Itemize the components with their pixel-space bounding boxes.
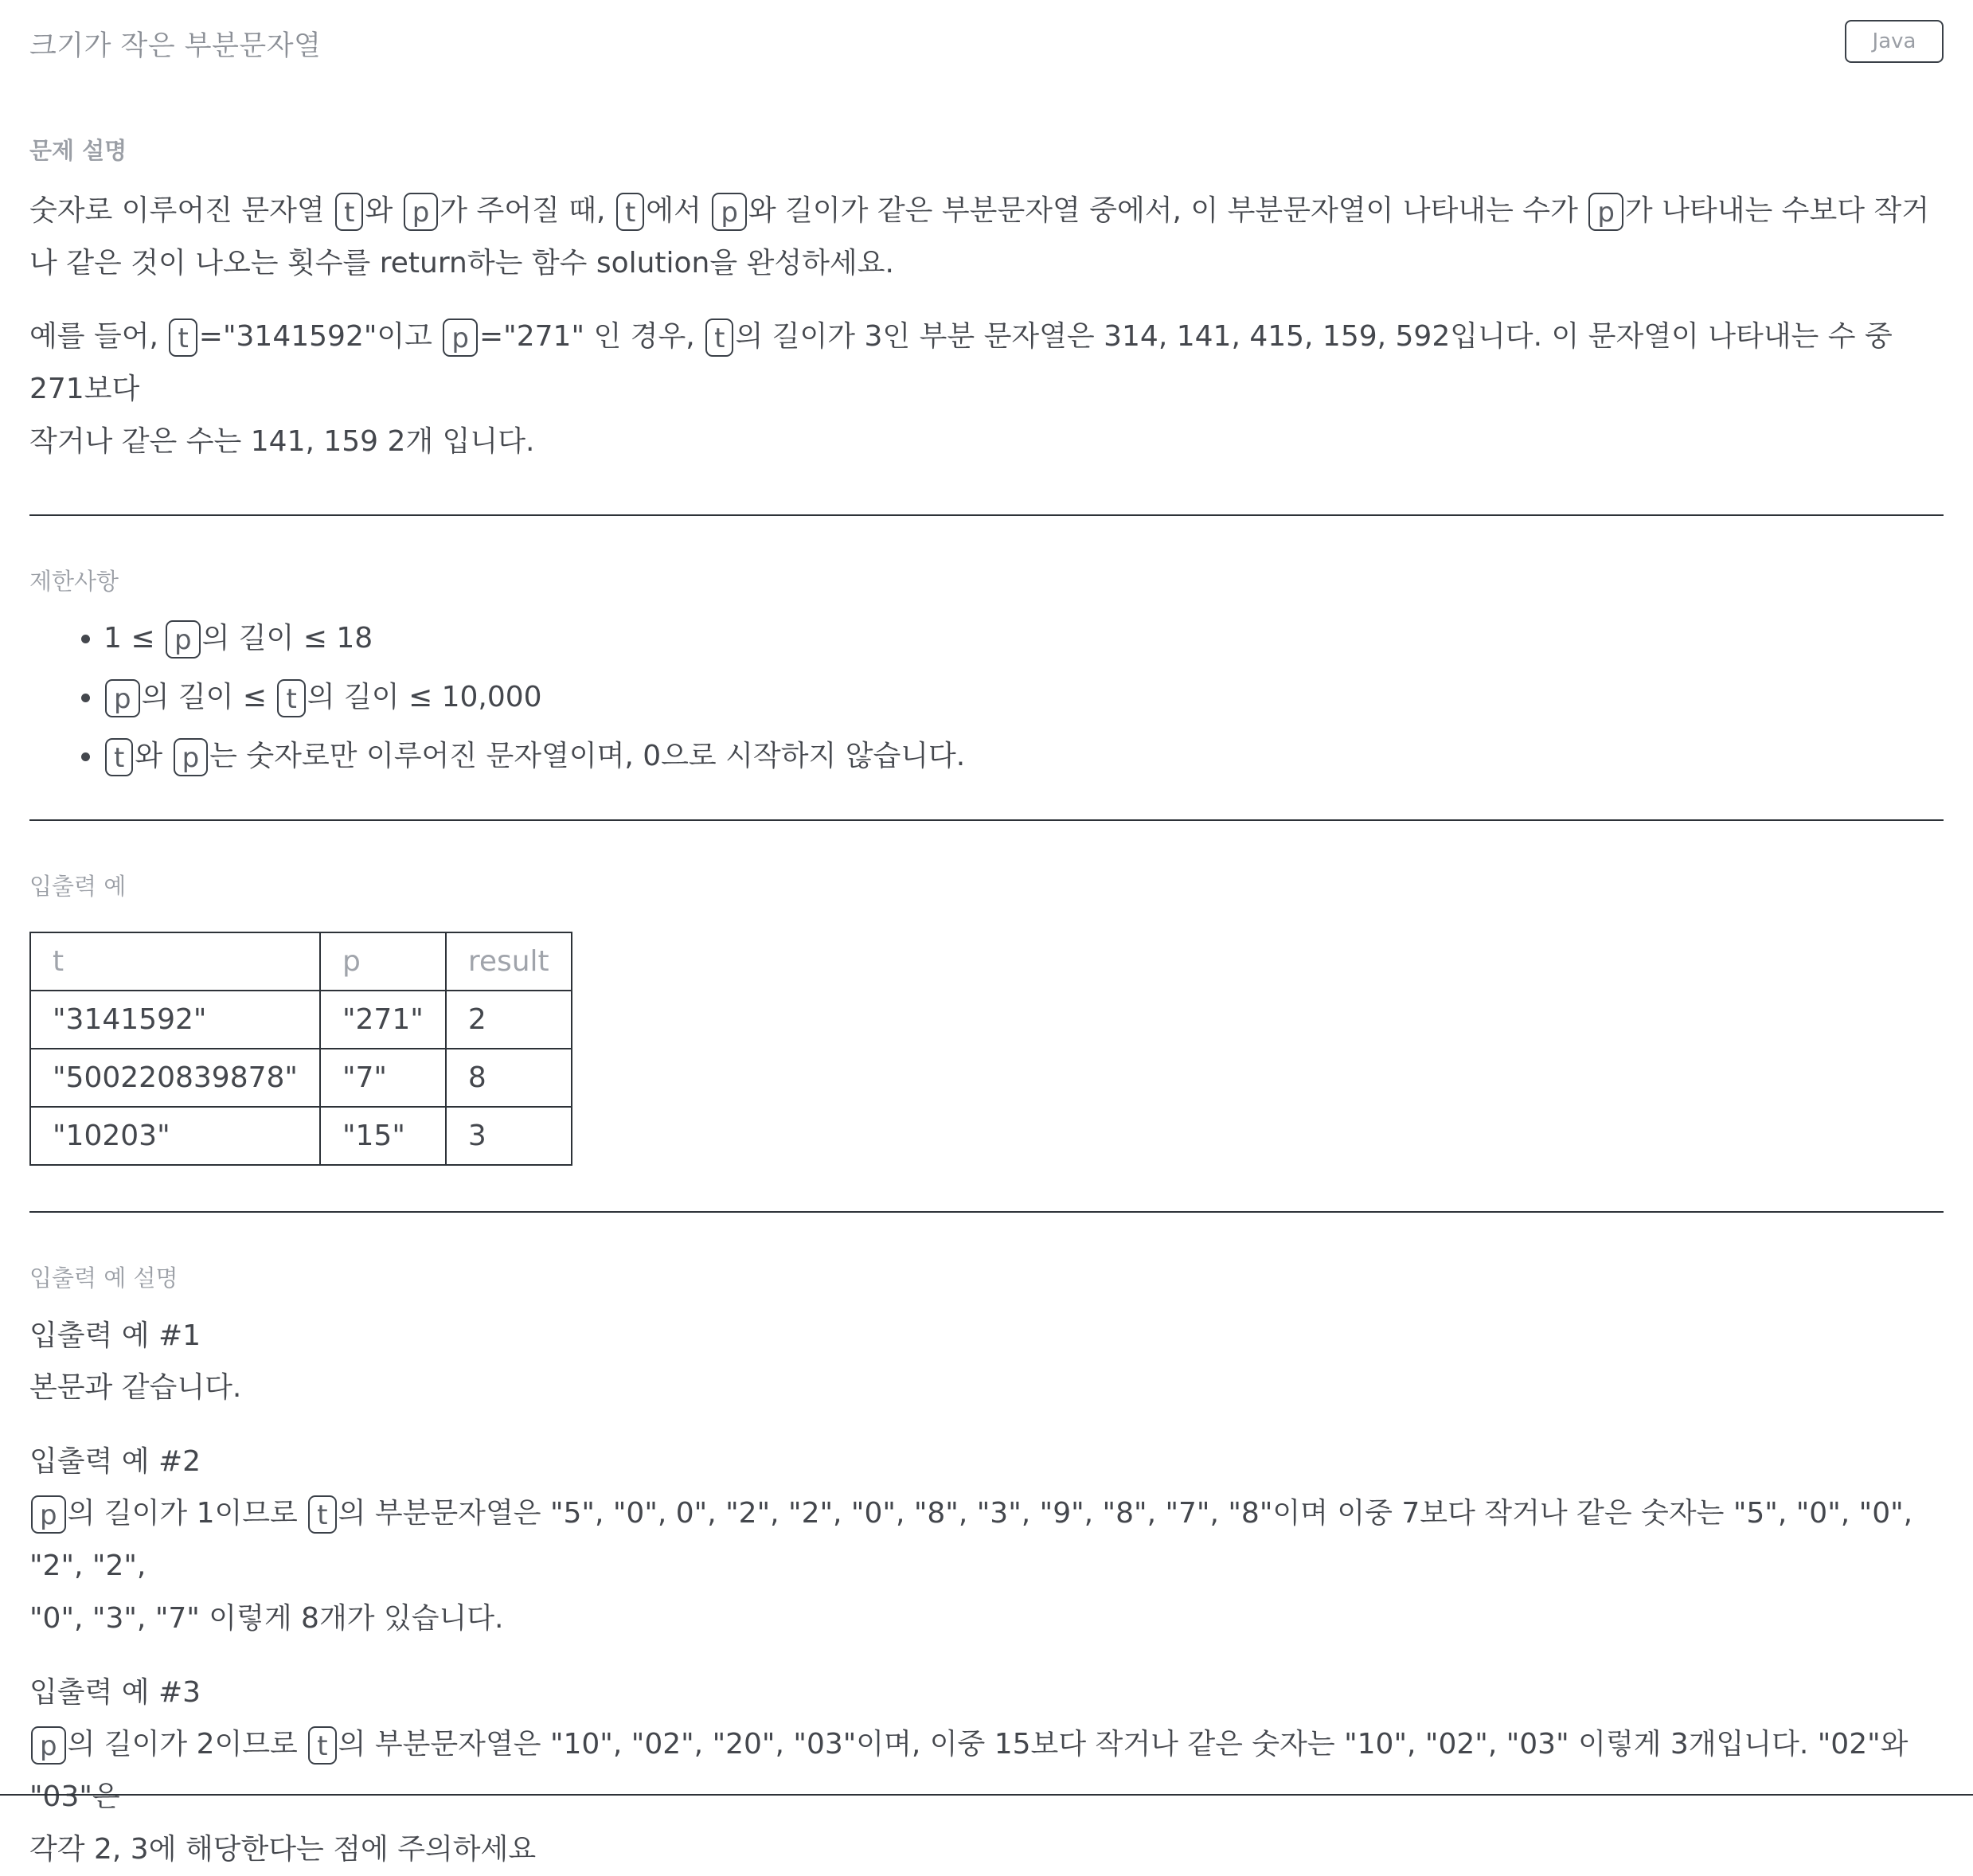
text: ="3141592"이고	[198, 320, 432, 353]
table-row	[30, 1049, 572, 1107]
inline-code: t	[308, 1726, 336, 1765]
cell-t: "500220839878"	[30, 1049, 320, 1107]
column-header-p: p	[320, 932, 446, 991]
text: 가 주어질 때,	[440, 194, 606, 227]
description-paragraph-2	[29, 311, 1944, 468]
text: 예를 들어,	[29, 320, 158, 353]
inline-code: p	[404, 193, 439, 231]
text: 에서	[646, 194, 701, 227]
example-3	[29, 1667, 1944, 1876]
inline-code: t	[335, 193, 363, 231]
inline-code: p	[166, 620, 201, 659]
io-examples-table	[29, 932, 572, 1166]
text: 의 길이가 3인 부분 문자열은 314, 141, 415, 159, 592입니다. 이 문자열이 나타내는 수 중 271보다	[29, 320, 1893, 405]
text: 작거나 같은 수는 141, 159 2개 입니다.	[29, 425, 535, 458]
cell-p: "15"	[320, 1107, 446, 1165]
inline-code: t	[705, 319, 733, 357]
example-2-text	[29, 1487, 1944, 1645]
column-header-result: result	[446, 932, 572, 991]
inline-code: p	[31, 1495, 66, 1534]
cell-t: "3141592"	[30, 991, 320, 1049]
io-explanation-section	[29, 1213, 1944, 1876]
language-select-button[interactable]: Java	[1845, 20, 1944, 63]
table-row	[30, 991, 572, 1049]
text: "0", "3", "7" 이렇게 8개가 있습니다.	[29, 1602, 504, 1635]
section-divider	[0, 1794, 1973, 1796]
inline-code: p	[105, 679, 140, 717]
cell-t: "10203"	[30, 1107, 320, 1165]
cell-result: 8	[446, 1049, 572, 1107]
inline-code: t	[169, 319, 197, 357]
text: 나 같은 것이 나오는 횟수를 return하는 함수 solution을 완성하세요.	[29, 247, 894, 279]
io-examples-section	[29, 821, 1944, 1166]
text: 와	[135, 740, 163, 772]
example-1-text: 본문과 같습니다.	[29, 1371, 242, 1404]
inline-code: p	[712, 193, 747, 231]
inline-code: t	[105, 738, 133, 776]
limit-item	[104, 727, 1944, 786]
header	[29, 0, 1944, 96]
description-paragraph-1	[29, 185, 1944, 290]
text: 가 나타내는 수보다 작거	[1624, 194, 1929, 227]
description-label: 문제 설명	[29, 137, 127, 164]
example-1-title: 입출력 예 #1	[29, 1319, 201, 1352]
text: 숫자로 이루어진 문자열	[29, 194, 325, 227]
example-2	[29, 1436, 1944, 1645]
limit-item	[104, 609, 1944, 668]
text: 의 길이가 1이므로	[67, 1497, 298, 1530]
limits-section	[29, 516, 1944, 786]
cell-p: "7"	[320, 1049, 446, 1107]
text: ="271" 인 경우,	[479, 320, 695, 353]
limits-label: 제한사항	[29, 568, 119, 595]
text: 와 길이가 같은 부분문자열 중에서, 이 부분문자열이 나타내는 수가	[748, 194, 1578, 227]
io-examples-label: 입출력 예	[29, 873, 127, 900]
inline-code: t	[308, 1495, 336, 1534]
inline-code: t	[616, 193, 644, 231]
description-section	[29, 96, 1944, 468]
example-1	[29, 1311, 1944, 1414]
text: 의 길이 ≤ 18	[201, 622, 373, 655]
table-row	[30, 1107, 572, 1165]
table-header-row	[30, 932, 572, 991]
cell-p: "271"	[320, 991, 446, 1049]
column-header-t: t	[30, 932, 320, 991]
text: 와	[365, 194, 393, 227]
text: 각각 2, 3에 해당한다는 점에 주의하세요	[29, 1833, 537, 1866]
text: 의 부분문자열은 "5", "0", 0", "2", "2", "0", "8", "3", "9", "8", "7", "8"이며 이중 7보다 작거나 같은 숫자는 "5", "0", "0", "2", "2",	[29, 1497, 1913, 1582]
limit-item	[104, 668, 1944, 727]
text: 는 숫자로만 이루어진 문자열이며, 0으로 시작하지 않습니다.	[209, 740, 966, 772]
text: 의 길이가 2이므로	[67, 1728, 298, 1761]
example-3-text	[29, 1718, 1944, 1876]
text: 1 ≤	[104, 622, 155, 655]
inline-code: p	[443, 319, 478, 357]
text: 의 길이 ≤ 10,000	[307, 681, 542, 713]
inline-code: p	[31, 1726, 66, 1765]
text: 의 부분문자열은 "10", "02", "20", "03"이며, 이중 15보다 작거나 같은 숫자는 "10", "02", "03" 이렇게 3개입니다. "02"와 "03"은	[29, 1728, 1909, 1813]
problem-title: 크기가 작은 부분문자열	[29, 30, 322, 62]
inline-code: p	[174, 738, 209, 776]
inline-code: t	[277, 679, 305, 717]
cell-result: 2	[446, 991, 572, 1049]
io-explanation-label: 입출력 예 설명	[29, 1264, 178, 1292]
example-3-title: 입출력 예 #3	[29, 1676, 201, 1709]
text: 의 길이 ≤	[141, 681, 267, 713]
limits-list	[29, 609, 1944, 786]
inline-code: p	[1588, 193, 1623, 231]
example-2-title: 입출력 예 #2	[29, 1445, 201, 1478]
cell-result: 3	[446, 1107, 572, 1165]
